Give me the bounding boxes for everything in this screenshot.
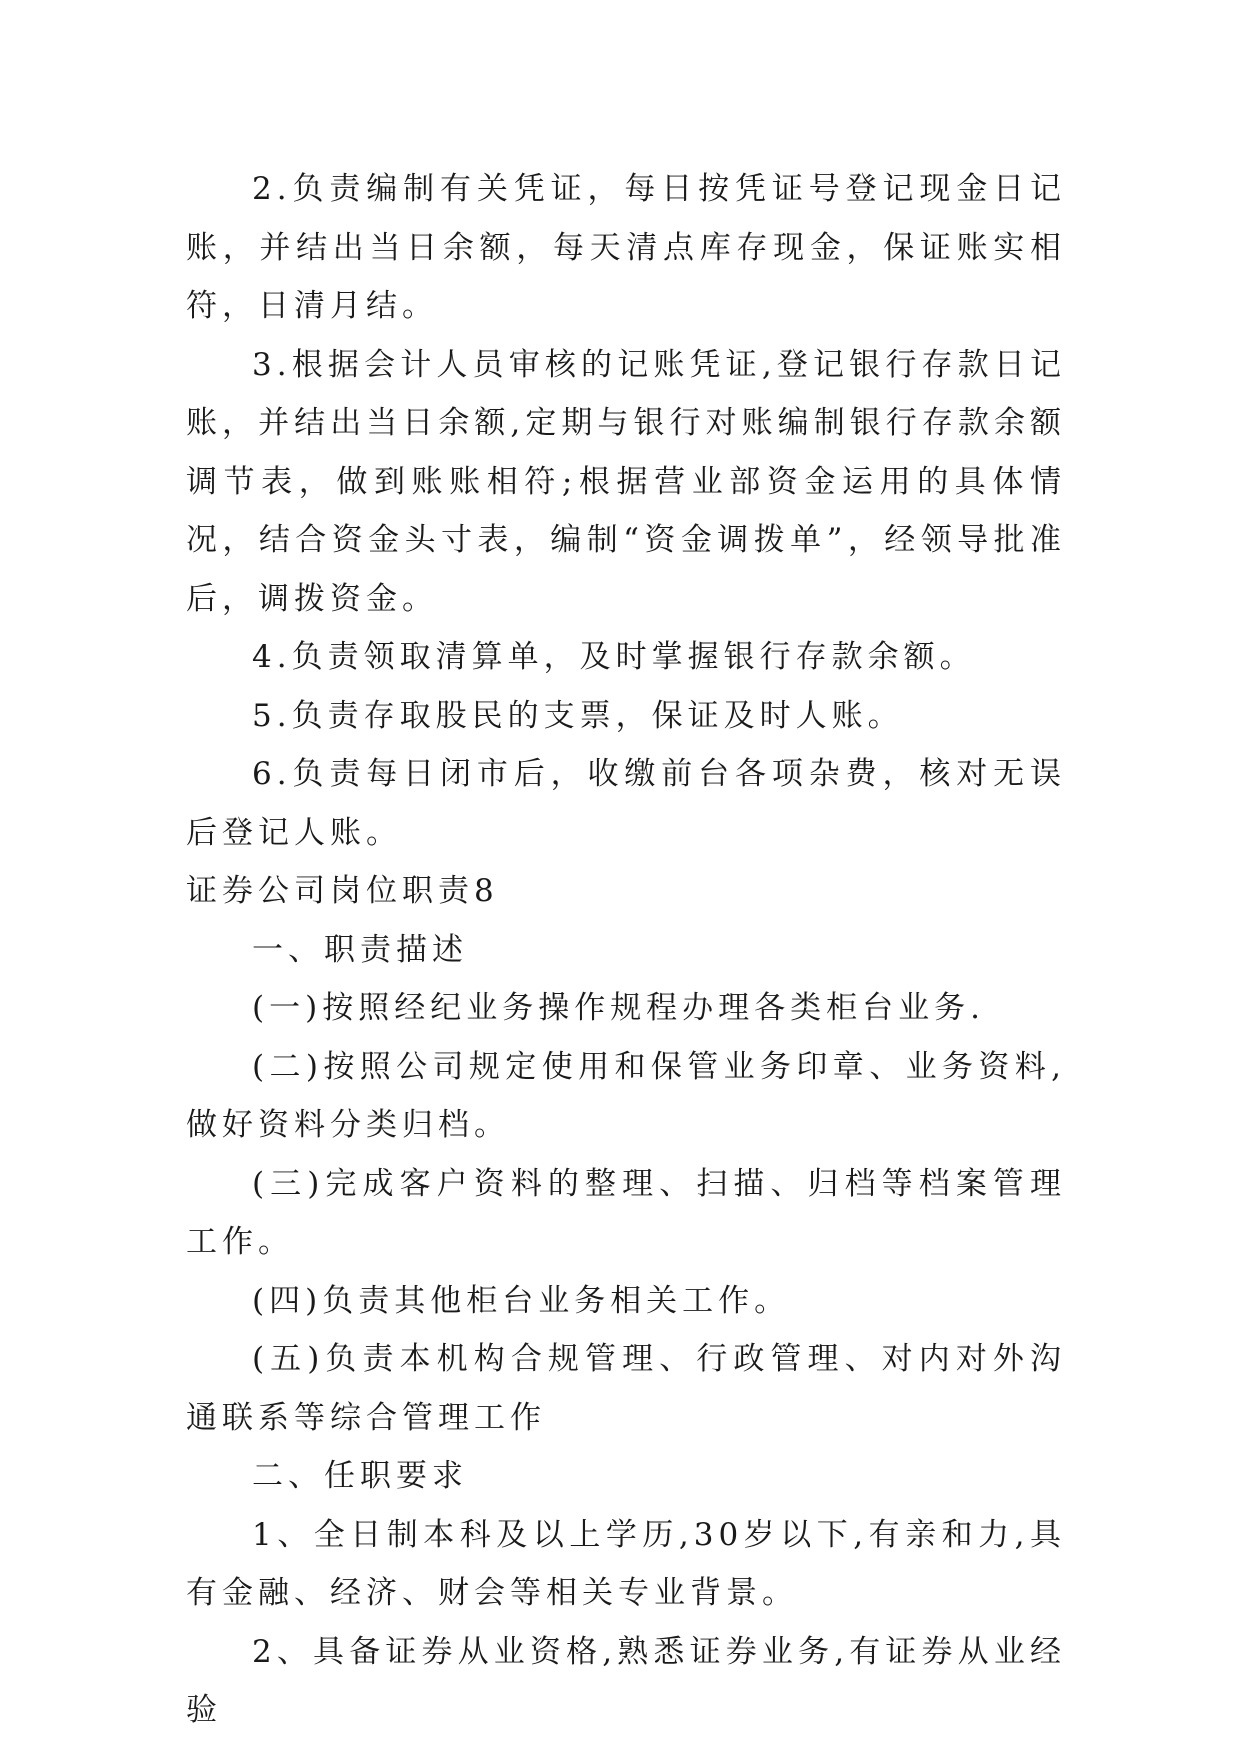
section-heading: 证券公司岗位职责8: [186, 873, 499, 909]
duty-item-5: (五)负责本机构合规管理、行政管理、对内对外沟通联系等综合管理工作: [186, 1341, 1066, 1436]
duty-item-3: (三)完成客户资料的整理、扫描、归档等档案管理工作。: [186, 1165, 1066, 1260]
subheading-duties: 一、职责描述: [252, 931, 468, 968]
requirement-item-2: 2、具备证券从业资格,熟悉证券业务,有证券从业经验: [186, 1633, 1066, 1728]
paragraph-item-6: 6.负责每日闭市后，收缴前台各项杂费，核对无误后登记人账。: [186, 756, 1066, 851]
requirement-item-1: 1、全日制本科及以上学历,30岁以下,有亲和力,具有金融、经济、财会等相关专业背景。: [186, 1516, 1066, 1611]
document-body: [186, 160, 1066, 1740]
duty-item-1: (一)按照经纪业务操作规程办理各类柜台业务.: [252, 990, 986, 1026]
subheading-requirements: 二、任职要求: [252, 1458, 468, 1494]
paragraph-item-5: 5.负责存取股民的支票，保证及时人账。: [252, 697, 904, 734]
paragraph-item-2: 2.负责编制有关凭证，每日按凭证号登记现金日记账，并结出当日余额，每天清点库存现金，保证账实相符，日清月结。: [186, 171, 1066, 324]
paragraph-item-3: 3.根据会计人员审核的记账凭证,登记银行存款日记账，并结出当日余额,定期与银行对账编制银行存款余额调节表，做到账账相符;根据营业部资金运用的具体情况，结合资金头寸表，编制“资金调拨单”，经领导批准后，调拨资金。: [186, 346, 1066, 617]
duty-item-4: (四)负责其他柜台业务相关工作。: [252, 1282, 791, 1319]
duty-item-2: (二)按照公司规定使用和保管业务印章、业务资料,做好资料分类归档。: [186, 1048, 1066, 1143]
paragraph-item-4: 4.负责领取清算单，及时掌握银行存款余额。: [252, 639, 976, 675]
